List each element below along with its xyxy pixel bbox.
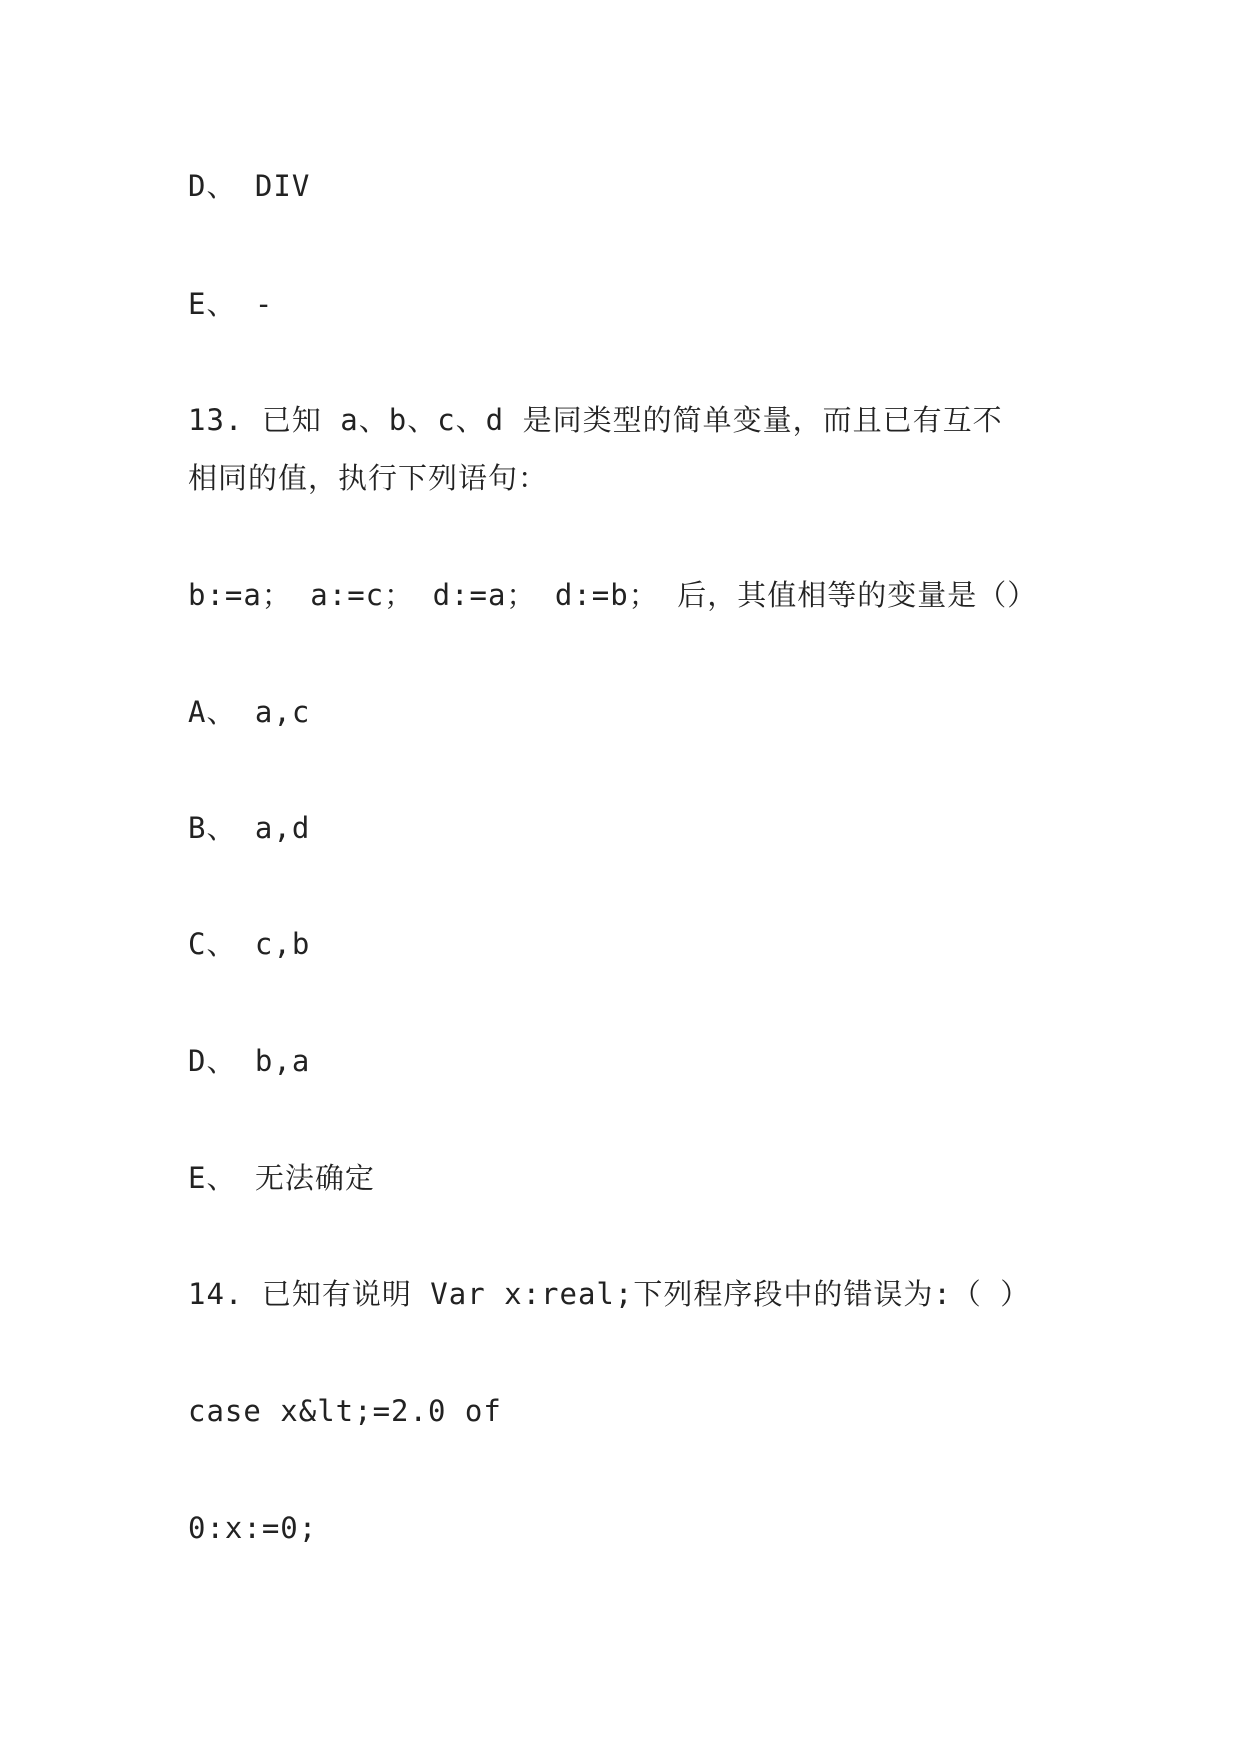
option-e-minus: E、 - [188,287,274,321]
option-d: D、 b,a [188,1044,311,1078]
option-b: B、 a,d [188,811,311,845]
option-a: A、 a,c [188,695,311,729]
question-13-line-2: 相同的值，执行下列语句： [188,461,549,495]
option-e: E、 无法确定 [188,1161,375,1195]
code-line-assign: 0:x:=0; [188,1511,318,1545]
option-c: C、 c,b [188,927,311,961]
option-d-div: D、 DIV [188,169,311,203]
question-13-statement: b:=a； a:=c； d:=a； d:=b； 后，其值相等的变量是（） [188,578,1038,612]
question-13-line-1: 13. 已知 a、b、c、d 是同类型的简单变量，而且已有互不 [188,403,1003,437]
code-line-case: case x&lt;=2.0 of [188,1394,502,1428]
question-14: 14. 已知有说明 Var x:real;下列程序段中的错误为:（ ） [188,1277,1031,1311]
